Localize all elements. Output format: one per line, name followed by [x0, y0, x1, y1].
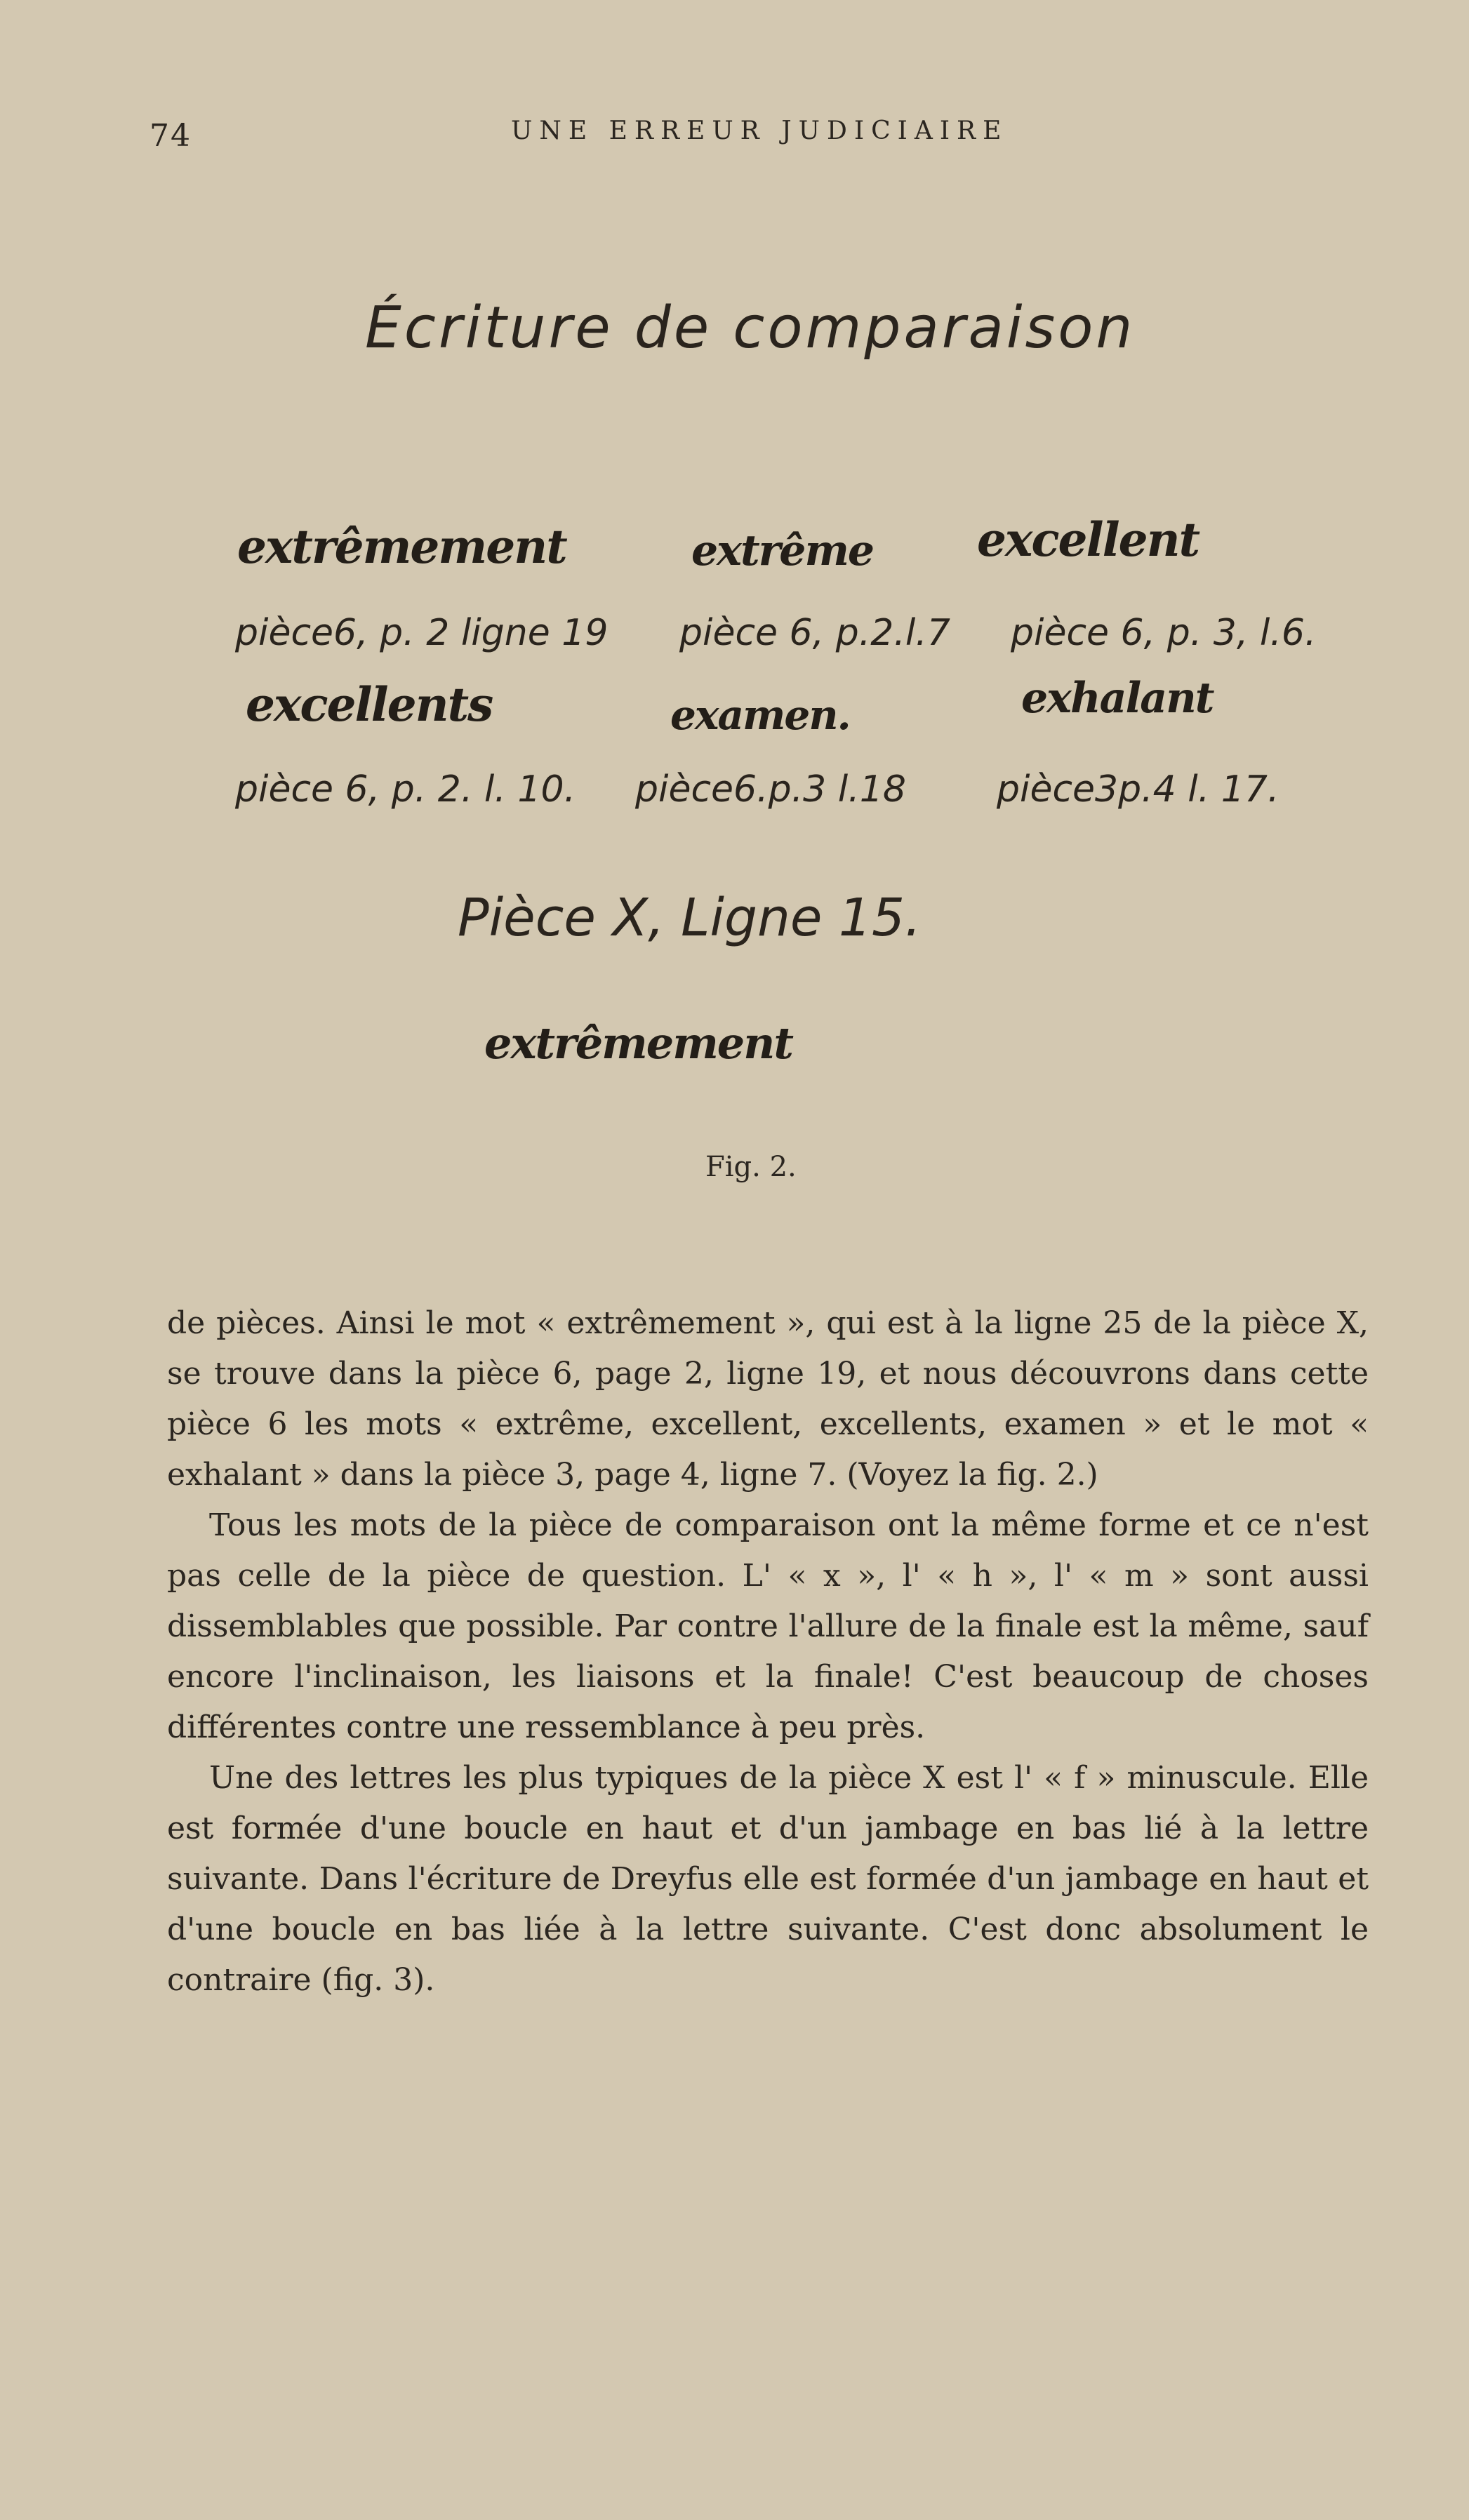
sample-reference: pièce 6, p. 2. l. 10. [235, 768, 576, 811]
handwritten-sample: excellents [246, 677, 493, 732]
running-title: UNE ERREUR JUDICIAIRE [511, 116, 1009, 145]
page-number: 74 [149, 118, 192, 154]
sample-reference: pièce3p.4 l. 17. [997, 768, 1279, 811]
paragraph: Tous les mots de la pièce de comparaison ont la même forme et ce n'est pas celle de la pièce de question. L' « x », l' « h », l' « m » sont aussi dissemblables que possible. Par contre l'allure de la finale est la même, sauf encore l'inclinaison, les liaisons et la finale! C'est beaucoup de choses différentes contre une ressemblance à peu près. [167, 1507, 1369, 1745]
sample-reference: pièce 6, p.2.l.7 [679, 612, 950, 654]
paragraph: Une des lettres les plus typiques de la pièce X est l' « f » minuscule. Elle est formée d'une boucle en haut et d'un jambage en bas lié à la lettre suivante. Dans l'écriture de Dreyfus elle est formée d'un jambage en haut et d'une boucle en bas liée à la lettre suivante. C'est donc absolument le contraire (fig. 3). [167, 1760, 1369, 1998]
handwritten-sample: extrêmement [237, 519, 566, 574]
figure-title: Écriture de comparaison [365, 295, 1136, 361]
sample-reference: pièce6, p. 2 ligne 19 [235, 612, 609, 654]
handwritten-sample: extrême [691, 526, 874, 575]
question-handwritten-word: extrêmement [484, 1018, 792, 1069]
figure-caption: Fig. 2. [705, 1151, 797, 1183]
sample-reference: pièce6.p.3 l.18 [635, 768, 906, 811]
question-label: Pièce X, Ligne 15. [458, 888, 922, 948]
body-text [167, 1298, 1369, 2006]
sample-reference: pièce 6, p. 3, l.6. [1011, 612, 1317, 654]
handwritten-sample: examen. [670, 691, 850, 739]
handwritten-sample: excellent [977, 512, 1199, 567]
paragraph: de pièces. Ainsi le mot « extrêmement », qui est à la ligne 25 de la pièce X, se trouve dans la pièce 6, page 2, ligne 19, et nous découvrons dans cette pièce 6 les mots « extrême, excellent, excellents, examen » et le mot « exhalant » dans la pièce 3, page 4, ligne 7. (Voyez la fig. 2.) [167, 1305, 1369, 1493]
handwritten-sample: exhalant [1021, 674, 1214, 723]
